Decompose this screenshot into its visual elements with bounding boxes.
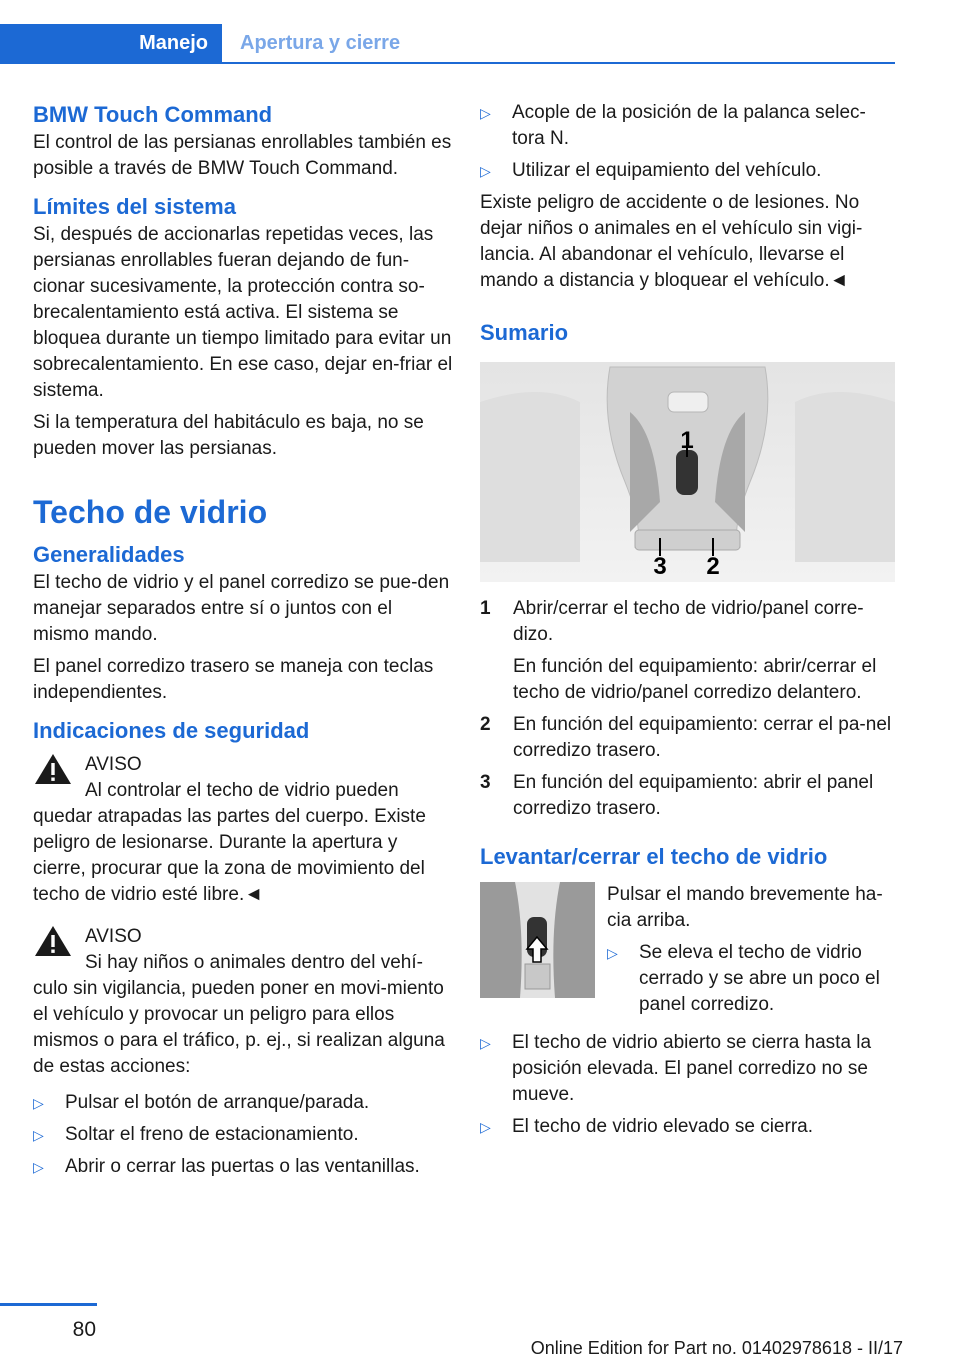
summary-heading: Sumario	[480, 320, 569, 345]
list-item: 2 En función del equipamiento: cerrar el pa‐nel corredizo trasero.	[480, 714, 892, 761]
limits-text-1: Si, después de accionarlas repetidas veces, las persianas enrollables fueran dejando de fun‐cionar sucesivamente, la protección contra so‐brecalentamiento está activa. El sistema se bloquea durante un tiempo limitado para evitar un sobrecalentamiento. En ese caso, dejar en‐friar el sistema.	[33, 224, 453, 401]
warning-block-2	[33, 924, 453, 1080]
warning-actions-list	[33, 1090, 453, 1180]
warning-label-1: AVISO	[85, 754, 142, 775]
warning-line-1: Al controlar el techo de vidrio pueden	[85, 780, 399, 801]
triangle-bullet-icon: ▷	[33, 1095, 44, 1111]
list-item: ▷ Utilizar el equipamiento del vehículo.	[480, 158, 895, 184]
warning-text-1: quedar atrapadas las partes del cuerpo. Existe peligro de lesionarse. Durante la apertura y cierre, procurar que la zona de movimiento del techo de vidrio esté libre.◄	[33, 806, 426, 905]
list-item: 1 Abrir/cerrar el techo de vidrio/panel corre‐dizo. En función del equipamiento: abrir/cerrar el techo de vidrio/panel corredizo delantero.	[480, 598, 877, 703]
edition-note: Online Edition for Part no. 01402978618 - II/17	[530, 1338, 903, 1358]
figure-label-3: 3	[653, 553, 667, 580]
triangle-bullet-icon: ▷	[480, 1119, 491, 1135]
limits-text-2: Si la temperatura del habitáculo es baja, no se pueden mover las persianas.	[33, 412, 424, 459]
triangle-bullet-icon: ▷	[607, 945, 618, 961]
right-column	[480, 100, 895, 1146]
touch-command-heading: BMW Touch Command	[33, 102, 273, 127]
footer-rule	[0, 1303, 97, 1306]
raise-close-block	[480, 882, 895, 1024]
list-item: ▷ Soltar el freno de estacionamiento.	[33, 1122, 453, 1148]
raise-text: Pulsar el mando brevemente ha‐cia arriba.	[607, 884, 883, 931]
general-text-2: El panel corredizo trasero se maneja con teclas independientes.	[33, 656, 434, 703]
roof-button-image	[480, 882, 595, 998]
triangle-bullet-icon: ▷	[480, 163, 491, 179]
warning-text-2: culo sin vigilancia, pueden poner en movi‐miento el vehículo y provocar un peligro para ellos mismos o para el tráfico, p. ej., si realizan alguna de estas acciones:	[33, 978, 445, 1077]
glass-roof-title: Techo de vidrio	[33, 494, 268, 530]
left-column	[33, 100, 453, 1186]
triangle-bullet-icon: ▷	[480, 1035, 491, 1051]
triangle-bullet-icon: ▷	[33, 1127, 44, 1143]
safety-heading: Indicaciones de seguridad	[33, 718, 310, 743]
header-tabs	[0, 24, 895, 64]
touch-command-text: El control de las persianas enrollables también es posible a través de BMW Touch Command.	[33, 132, 452, 179]
actions-list-continued	[480, 100, 895, 184]
triangle-bullet-icon: ▷	[33, 1159, 44, 1175]
raise-close-heading: Levantar/cerrar el techo de vidrio	[480, 844, 828, 869]
figure-label-1: 1	[680, 427, 694, 454]
figure-label-2: 2	[706, 553, 720, 580]
list-item: ▷ Pulsar el botón de arranque/parada.	[33, 1090, 453, 1116]
tab-manejo[interactable]: Manejo	[0, 24, 222, 62]
list-item: 3 En función del equipamiento: abrir el panel corredizo trasero.	[480, 772, 874, 819]
warning-line-2: Si hay niños o animales dentro del vehí‐	[85, 952, 423, 973]
triangle-bullet-icon: ▷	[480, 105, 491, 121]
raise-result-list	[607, 940, 895, 1018]
warning-icon	[33, 752, 73, 786]
limits-heading: Límites del sistema	[33, 194, 236, 219]
close-behaviour-list	[480, 1030, 895, 1140]
warning-icon	[33, 924, 73, 958]
danger-text: Existe peligro de accidente o de lesiones. No dejar niños o animales en el vehículo sin vigi‐lancia. Al abandonar el vehículo, llevarse el mando a distancia y bloquear el vehículo.◄	[480, 192, 863, 291]
tab-apertura-y-cierre[interactable]: Apertura y cierre	[240, 31, 401, 54]
warning-block-1	[33, 752, 453, 908]
summary-legend-list	[480, 596, 895, 822]
list-item: ▷ Abrir o cerrar las puertas o las ventanillas.	[33, 1154, 453, 1180]
general-heading: Generalidades	[33, 542, 185, 567]
list-item: ▷ El techo de vidrio elevado se cierra.	[480, 1114, 895, 1140]
page-number: 80	[72, 1318, 96, 1341]
list-item: ▷ El techo de vidrio abierto se cierra hasta la posición elevada. El panel corredizo no se mueve.	[480, 1032, 872, 1105]
warning-label-2: AVISO	[85, 926, 142, 947]
list-item: ▷ Se eleva el techo de vidrio cerrado y se abre un poco el panel corredizo.	[607, 942, 880, 1015]
list-item: ▷ Acople de la posición de la palanca selec‐tora N.	[480, 102, 866, 149]
general-text-1: El techo de vidrio y el panel corredizo se pue‐den manejar separados entre sí o juntos con el mismo mando.	[33, 572, 450, 645]
roof-controls-image	[480, 362, 895, 582]
